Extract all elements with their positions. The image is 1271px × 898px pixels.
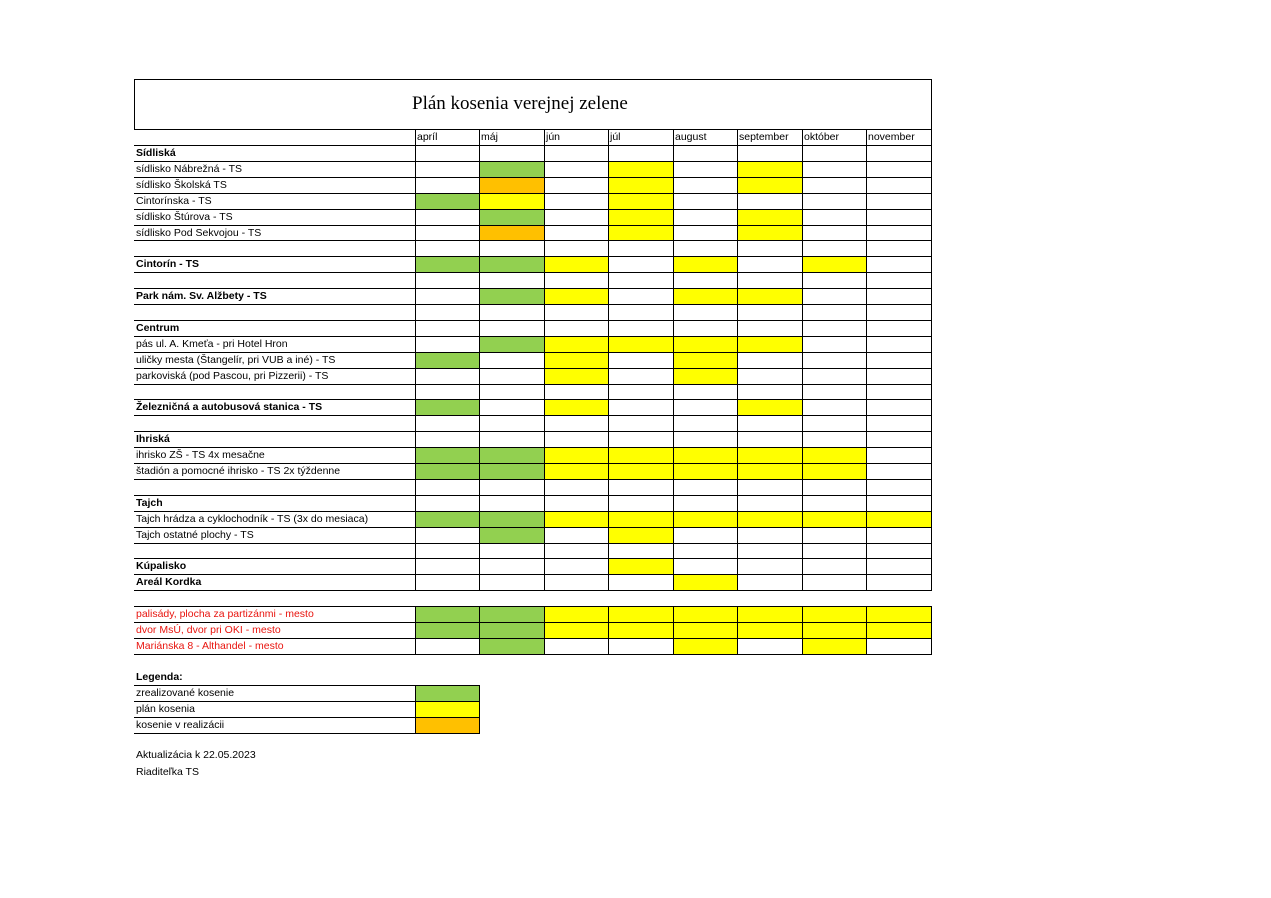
row-label: sídlisko Školská TS xyxy=(136,178,227,191)
legend-title: Legenda: xyxy=(136,671,183,683)
grid-col-line xyxy=(544,129,545,591)
schedule-cell-yellow xyxy=(544,399,608,415)
schedule-cell-yellow xyxy=(673,463,737,479)
legend-swatch-yellow xyxy=(415,701,479,717)
grid-col-line xyxy=(608,129,609,591)
schedule-cell-yellow xyxy=(544,288,608,304)
schedule-cell-yellow xyxy=(737,209,802,225)
grid-row-line xyxy=(134,384,932,385)
schedule-cell-green xyxy=(479,447,544,463)
schedule-cell-green xyxy=(479,622,544,638)
schedule-cell-green xyxy=(479,463,544,479)
schedule-cell-yellow xyxy=(673,336,737,352)
schedule-cell-green xyxy=(479,256,544,272)
schedule-cell-yellow xyxy=(608,447,673,463)
grid-col-line xyxy=(415,129,416,591)
row-label: Ihriská xyxy=(136,432,170,445)
schedule-cell-yellow xyxy=(802,606,866,622)
schedule-cell-yellow xyxy=(802,511,866,527)
grid-row-line xyxy=(134,431,932,432)
row-label: Mariánska 8 - Althandel - mesto xyxy=(136,639,284,652)
month-header-6: október xyxy=(804,130,840,143)
schedule-cell-yellow xyxy=(802,447,866,463)
row-label: ihrisko ZŠ - TS 4x mesačne xyxy=(136,448,265,461)
row-label: palisády, plocha za partizánmi - mesto xyxy=(136,607,314,620)
grid-col-line xyxy=(608,606,609,655)
row-label: parkoviská (pod Pascou, pri Pizzerii) - TS xyxy=(136,369,329,382)
schedule-cell-yellow xyxy=(673,288,737,304)
grid-row-line xyxy=(134,161,932,162)
grid-col-line xyxy=(673,129,674,591)
schedule-cell-yellow xyxy=(737,336,802,352)
month-header-0: apríl xyxy=(417,130,438,143)
legend-swatch-green xyxy=(415,685,479,701)
grid-col-line xyxy=(931,129,932,591)
grid-row-line xyxy=(134,495,932,496)
schedule-cell-green xyxy=(479,511,544,527)
legend-row-line xyxy=(134,685,480,686)
schedule-cell-yellow xyxy=(673,368,737,384)
schedule-cell-yellow xyxy=(866,511,931,527)
row-label: uličky mesta (Štangelír, pri VUB a iné) - TS xyxy=(136,353,336,366)
legend-swatch-orange xyxy=(415,717,479,733)
schedule-cell-yellow xyxy=(673,352,737,368)
legend-label: zrealizované kosenie xyxy=(136,686,235,699)
schedule-cell-yellow xyxy=(737,288,802,304)
schedule-cell-yellow xyxy=(737,447,802,463)
schedule-cell-orange xyxy=(479,225,544,240)
month-header-4: august xyxy=(675,130,707,143)
grid-col-line xyxy=(737,129,738,591)
legend-row-line xyxy=(134,701,480,702)
schedule-cell-green xyxy=(479,209,544,225)
schedule-cell-green xyxy=(415,256,479,272)
grid-col-line xyxy=(866,129,867,591)
legend-label: kosenie v realizácii xyxy=(136,718,225,731)
schedule-cell-yellow xyxy=(673,622,737,638)
schedule-cell-green xyxy=(415,352,479,368)
grid-row-line xyxy=(134,590,932,591)
grid-row-line xyxy=(134,304,932,305)
grid-col-line xyxy=(931,606,932,655)
schedule-cell-yellow xyxy=(608,622,673,638)
schedule-cell-yellow xyxy=(737,161,802,177)
schedule-cell-yellow xyxy=(544,336,608,352)
row-label: Centrum xyxy=(136,321,180,334)
grid-row-line xyxy=(134,415,932,416)
title-border-left xyxy=(134,79,135,129)
legend-row-line xyxy=(134,733,480,734)
row-label: pás ul. A. Kmeťa - pri Hotel Hron xyxy=(136,337,288,350)
schedule-cell-yellow xyxy=(673,638,737,654)
row-label: Cintorínska - TS xyxy=(136,194,212,207)
grid-col-line xyxy=(479,129,480,591)
schedule-cell-yellow xyxy=(544,606,608,622)
grid-col-line xyxy=(802,606,803,655)
grid-row-line xyxy=(134,479,932,480)
grid-col-line xyxy=(544,606,545,655)
grid-row-line xyxy=(134,574,932,575)
schedule-cell-yellow xyxy=(608,606,673,622)
schedule-cell-yellow xyxy=(737,399,802,415)
row-label: Tajch xyxy=(136,496,163,509)
grid-row-line xyxy=(134,145,932,146)
schedule-cell-green xyxy=(415,606,479,622)
grid-col-line xyxy=(866,606,867,655)
schedule-cell-green xyxy=(415,463,479,479)
schedule-cell-yellow xyxy=(737,511,802,527)
schedule-cell-green xyxy=(479,638,544,654)
row-label: Železničná a autobusová stanica - TS xyxy=(136,400,323,413)
update-date: Aktualizácia k 22.05.2023 xyxy=(136,749,256,761)
schedule-cell-yellow xyxy=(737,606,802,622)
row-label: Kúpalisko xyxy=(136,559,187,572)
legend-col-line xyxy=(415,685,416,733)
grid-row-line xyxy=(134,193,932,194)
page-title: Plán kosenia verejnej zelene xyxy=(412,93,628,114)
legend-col-line xyxy=(479,685,480,733)
schedule-cell-yellow xyxy=(802,622,866,638)
row-label: Tajch ostatné plochy - TS xyxy=(136,528,254,541)
schedule-cell-green xyxy=(415,447,479,463)
schedule-cell-green xyxy=(415,399,479,415)
schedule-cell-yellow xyxy=(544,368,608,384)
schedule-cell-yellow xyxy=(608,558,673,574)
schedule-cell-green xyxy=(479,606,544,622)
month-header-5: september xyxy=(739,130,789,143)
row-label: dvor MsÚ, dvor pri OKI - mesto xyxy=(136,623,281,636)
schedule-cell-yellow xyxy=(866,606,931,622)
schedule-cell-yellow xyxy=(866,622,931,638)
schedule-cell-green xyxy=(479,527,544,543)
schedule-cell-yellow xyxy=(802,638,866,654)
grid-col-line xyxy=(802,129,803,591)
grid-row-line xyxy=(134,209,932,210)
schedule-cell-yellow xyxy=(544,622,608,638)
schedule-cell-yellow xyxy=(737,177,802,193)
schedule-cell-yellow xyxy=(737,622,802,638)
grid-row-line xyxy=(134,272,932,273)
row-label: Park nám. Sv. Alžbety - TS xyxy=(136,289,267,302)
grid-col-line xyxy=(673,606,674,655)
schedule-cell-yellow xyxy=(802,463,866,479)
row-label: Areál Kordka xyxy=(136,575,202,588)
row-label: sídlisko Štúrova - TS xyxy=(136,210,233,223)
schedule-cell-yellow xyxy=(544,463,608,479)
row-label: Cintorín - TS xyxy=(136,257,199,270)
grid-col-line xyxy=(479,606,480,655)
schedule-cell-yellow xyxy=(608,193,673,209)
grid-row-line xyxy=(134,256,932,257)
schedule-cell-green xyxy=(479,336,544,352)
schedule-cell-yellow xyxy=(673,511,737,527)
row-label: sídlisko Pod Sekvojou - TS xyxy=(136,226,262,239)
schedule-cell-green xyxy=(415,511,479,527)
grid-col-line xyxy=(415,606,416,655)
title-border-right xyxy=(931,79,932,129)
schedule-cell-yellow xyxy=(608,161,673,177)
schedule-cell-green xyxy=(479,161,544,177)
schedule-cell-yellow xyxy=(479,193,544,209)
grid-row-line xyxy=(134,558,932,559)
schedule-cell-yellow xyxy=(544,352,608,368)
grid-row-line xyxy=(134,543,932,544)
schedule-cell-yellow xyxy=(544,447,608,463)
schedule-cell-yellow xyxy=(608,177,673,193)
schedule-cell-yellow xyxy=(608,463,673,479)
schedule-cell-yellow xyxy=(608,527,673,543)
row-label: Tajch hrádza a cyklochodník - TS (3x do mesiaca) xyxy=(136,512,369,525)
schedule-cell-green xyxy=(415,622,479,638)
grid-row-line xyxy=(134,654,932,655)
schedule-cell-yellow xyxy=(673,447,737,463)
schedule-cell-yellow xyxy=(737,463,802,479)
schedule-cell-green xyxy=(479,288,544,304)
schedule-cell-yellow xyxy=(673,606,737,622)
schedule-cell-yellow xyxy=(544,256,608,272)
month-header-2: jún xyxy=(546,130,561,143)
month-header-3: júl xyxy=(610,130,621,143)
schedule-cell-yellow xyxy=(673,256,737,272)
grid-row-line xyxy=(134,320,932,321)
legend-row-line xyxy=(134,717,480,718)
schedule-cell-yellow xyxy=(608,225,673,240)
header-border-top xyxy=(134,129,932,130)
grid-col-line xyxy=(737,606,738,655)
schedule-cell-yellow xyxy=(673,574,737,590)
row-label: sídlisko Nábrežná - TS xyxy=(136,162,243,175)
schedule-cell-yellow xyxy=(802,256,866,272)
month-header-7: november xyxy=(868,130,915,143)
signature: Riaditeľka TS xyxy=(136,766,199,778)
row-label: štadión a pomocné ihrisko - TS 2x týždenne xyxy=(136,464,341,477)
schedule-cell-yellow xyxy=(608,209,673,225)
schedule-cell-yellow xyxy=(608,336,673,352)
schedule-cell-green xyxy=(415,193,479,209)
title-border-top xyxy=(134,79,932,80)
schedule-cell-yellow xyxy=(544,511,608,527)
schedule-cell-orange xyxy=(479,177,544,193)
month-header-1: máj xyxy=(481,130,498,143)
schedule-cell-yellow xyxy=(608,511,673,527)
legend-label: plán kosenia xyxy=(136,702,195,715)
row-label: Sídliská xyxy=(136,146,176,159)
schedule-cell-yellow xyxy=(737,225,802,240)
grid-row-line xyxy=(134,177,932,178)
